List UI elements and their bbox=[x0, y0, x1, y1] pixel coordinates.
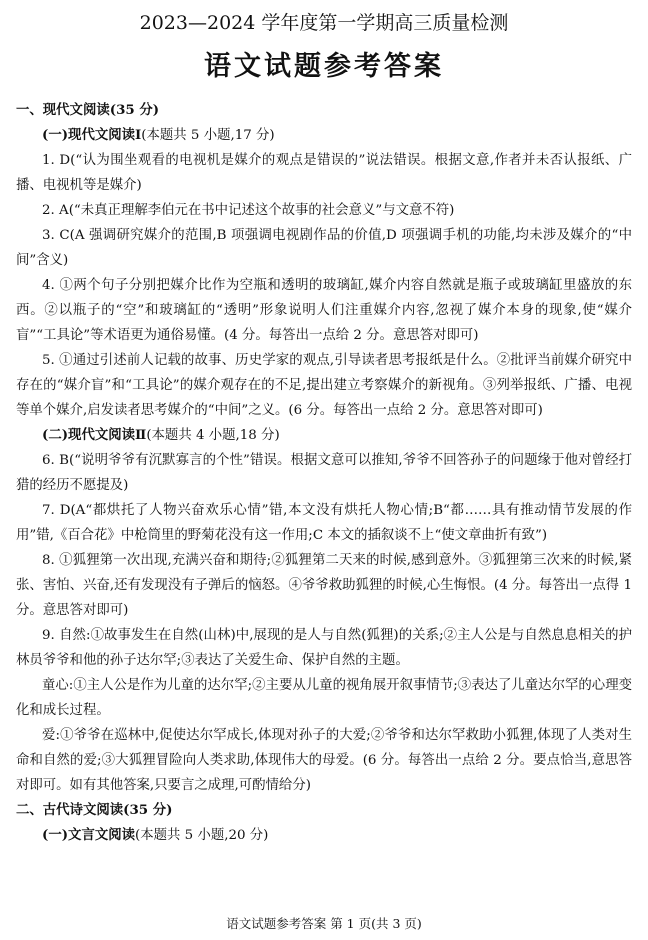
answer-9-love: 爱:①爷爷在巡林中,促使达尔罕成长,体现对孙子的大爱;②爷爷和达尔罕救助小狐狸,体现了人类对生命和自然的爱;③大狐狸冒险向人类求助,体现伟大的母爱。(6 分。每答出一点给 2 分。要点恰当,意思答对即可。如有其他答案,只要言之成理,可酌情给分) bbox=[16, 728, 632, 793]
section-heading-modern-reading: 一、现代文阅读(35 分) bbox=[16, 102, 160, 118]
answer-4: 4. ①两个句子分别把媒介比作为空瓶和透明的玻璃缸,媒介内容自然就是瓶子或玻璃缸里盛放的东西。②以瓶子的“空”和玻璃缸的“透明”形象说明人们注重媒介内容,忽视了媒介本身的现象,使“媒介盲”“工具论”等术语更为通俗易懂。(4 分。每答出一点给 2 分。意思答对即可) bbox=[16, 278, 632, 343]
exam-term-title: 2023—2024 学年度第一学期高三质量检测 bbox=[139, 12, 509, 34]
subsection-note: (本题共 5 小题,17 分) bbox=[141, 128, 275, 143]
answer-9-childlike: 童心:①主人公是作为儿童的达尔罕;②主要从儿童的视角展开叙事情节;③表达了儿童达尔罕的心理变化和成长过程。 bbox=[16, 678, 632, 718]
subsection-heading-modern-reading-1 bbox=[16, 123, 632, 148]
answer-7: 7. D(A“都烘托了人物兴奋欢乐心情”错,本文没有烘托人物心情;B“都……具有推动情节发展的作用”错,《百合花》中枪筒里的野菊花没有这一作用;C 本文的插叙谈不上“使文章曲折有致”) bbox=[16, 503, 632, 543]
subsection-heading-classical-prose bbox=[16, 823, 632, 848]
document-title: 语文试题参考答案 bbox=[204, 51, 444, 82]
subsection-note: (本题共 5 小题,20 分) bbox=[135, 828, 269, 843]
answer-8: 8. ①狐狸第一次出现,充满兴奋和期待;②狐狸第二天来的时候,感到意外。③狐狸第三次来的时候,紧张、害怕、兴奋,还有发现没有子弹后的恼怒。④爷爷救助狐狸的时候,心生悔恨。(4 分。每答出一点得 1 分。意思答对即可) bbox=[16, 553, 632, 618]
answer-2: 2. A(“未真正理解李伯元在书中记述这个故事的社会意义”与文意不符) bbox=[42, 203, 455, 218]
subsection-title: (二)现代文阅读Ⅱ bbox=[42, 427, 147, 443]
subsection-heading-modern-reading-2 bbox=[16, 423, 632, 448]
page-footer: 语文试题参考答案 第 1 页(共 3 页) bbox=[226, 916, 422, 931]
answer-5: 5. ①通过引述前人记载的故事、历史学家的观点,引导读者思考报纸是什么。②批评当前媒介研究中存在的“媒介盲”和“工具论”的媒介观存在的不足,提出建立考察媒介的新视角。③列举报纸、广播、电视等单个媒介,启发读者思考媒介的“中间”之义。(6 分。每答出一点给 2 分。意思答对即可) bbox=[16, 353, 632, 418]
answer-3: 3. C(A 强调研究媒介的范围,B 项强调电视剧作品的价值,D 项强调手机的功能,均未涉及媒介的“中间”含义) bbox=[16, 228, 632, 268]
answer-6: 6. B(“说明爷爷有沉默寡言的个性”错误。根据文意可以推知,爷爷不回答孙子的问题缘于他对曾经打猎的经历不愿提及) bbox=[16, 453, 632, 493]
answer-9-nature: 9. 自然:①故事发生在自然(山林)中,展现的是人与自然(狐狸)的关系;②主人公是与自然息息相关的护林员爷爷和他的孙子达尔罕;③表达了关爱生命、保护自然的主题。 bbox=[16, 628, 632, 668]
section-heading-classical-reading: 二、古代诗文阅读(35 分) bbox=[16, 802, 173, 818]
subsection-note: (本题共 4 小题,18 分) bbox=[146, 428, 280, 443]
subsection-title: (一)现代文阅读Ⅰ bbox=[42, 127, 142, 143]
answer-1: 1. D(“认为围坐观看的电视机是媒介的观点是错误的”说法错误。根据文意,作者并未否认报纸、广播、电视机等是媒介) bbox=[16, 153, 632, 193]
subsection-title: (一)文言文阅读 bbox=[42, 827, 136, 843]
